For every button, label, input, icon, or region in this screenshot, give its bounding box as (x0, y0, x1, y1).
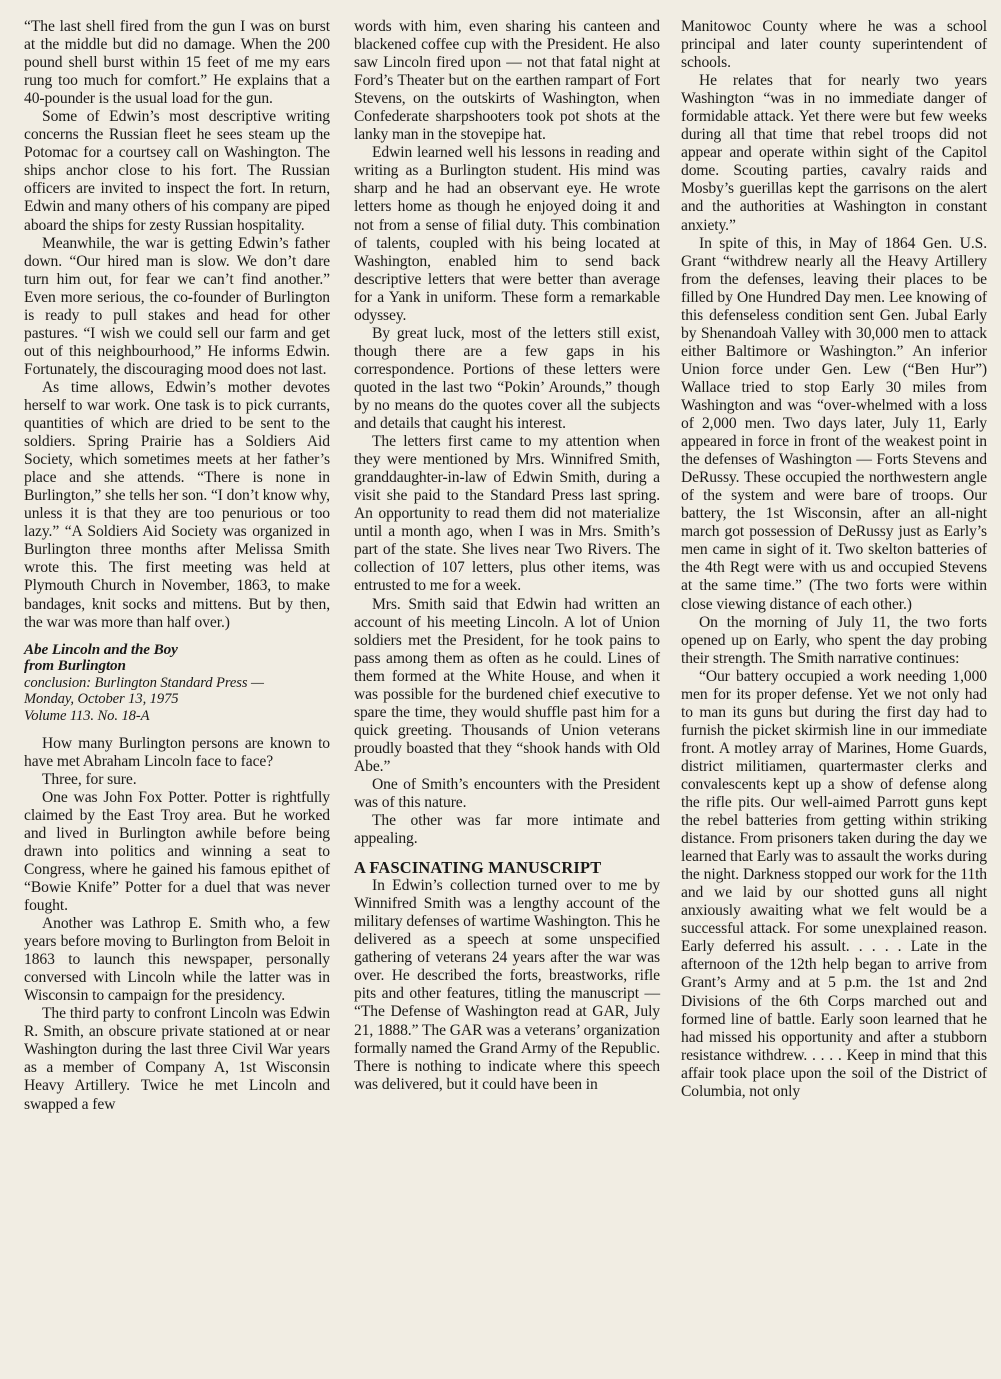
byline-source: conclusion: Burlington Standard Press — (24, 674, 264, 691)
paragraph: One of Smith’s encounters with the President was of this nature. (354, 775, 660, 812)
paragraph: “Our battery occupied a work needing 1,000 men for its proper defense. Yet we not only had to man its guns but during the first day had to furnish the picket skirmish line in our immediate front. A motley array of Marines, Home Guards, district militiamen, quartermaster clerks and convalescents kept up a show of defense along the rifle pits. Our well-aimed Parrott guns kept the rebel batteries from getting within striking distance. From prisoners taken during the day we learned that Early was to assault the works during the night. Darkness stopped our work for the 11th and we laid by our shotted guns all night anxiously awaiting what we felt would be a successful attack. For some unexplained reason. Early deferred his assult. . . . . Late in the afternoon of the 12th help began to arrive from Grant’s Army and at 5 p.m. the 1st and 2nd Divisions of the 6th Corps marched out and formed line of battle. Early soon learned that he had missed his opportunity and after a stubborn resistance withdrew. . . . . Keep in mind that this affair took place upon the soil of the District of Columbia, not only (681, 667, 987, 1100)
paragraph: Three, for sure. (42, 770, 137, 788)
column-right (681, 18, 987, 1101)
paragraph: The letters first came to my attention when they were mentioned by Mrs. Winnifred Smith, granddaughter-in-law of Edwin Smith, during a visit she paid to the Standard Press last spring. An opportunity to read them did not materialize until a month ago, when I was in Mrs. Smith’s part of the state. She lives near Two Rivers. The collection of 107 letters, plus other items, was entrusted to me for a week. (354, 433, 660, 595)
byline-date: Monday, October 13, 1975 (24, 691, 179, 708)
paragraph: “The last shell fired from the gun I was on burst at the middle but did no damage. When the 200 pound shell burst within 15 feet of me my ears rung too much for comfort.” He explains that a 40-pounder is the usual load for the gun. (24, 18, 330, 108)
column-left (24, 18, 330, 1114)
paragraph: Meanwhile, the war is getting Edwin’s father down. “Our hired man is slow. We don’t dare turn him out, for fear we can’t find another.” Even more serious, the co-founder of Burlington is ready to pull stakes and head for other pastures. “I wish we could sell our farm and get out of this neighbourhood,” He informs Edwin. Fortunately, the discouraging mood does not last. (24, 234, 330, 378)
paragraph: Another was Lathrop E. Smith who, a few years before moving to Burlington from Beloit in 1863 to launch this newspaper, personally conversed with Lincoln while the latter was in Wisconsin to campaign for the presidency. (24, 915, 330, 1005)
paragraph: In spite of this, in May of 1864 Gen. U.S. Grant “withdrew nearly all the Heavy Artillery from the defenses, leaving their places to be filled by One Hundred Day men. Lee knowing of this defenseless condition sent Gen. Jubal Early by Shenandoah Valley with 30,000 men to attack either Baltimore or Washington.” An inferior Union force under Gen. Lew (“Ben Hur”) Wallace tried to stop Early 30 miles from Washington and was “over-whelmed with a loss of 2,000 men. Two days later, July 11, Early appeared in force in front of the weakest point in the defenses of Washington — Forts Stevens and DeRussy. These occupied the northwestern angle of the system and were bare of troops. Our battery, the 1st Wisconsin, after an all-night march got possession of DeRussy just as Early’s men came in sight of it. Two skelton batteries of the 4th Regt were with us and occupied Stevens at the same time.” (The two forts were within close viewing distance of each other.) (681, 234, 987, 613)
byline-title: Abe Lincoln and the Boy (24, 640, 178, 658)
paragraph: Some of Edwin’s most descriptive writing concerns the Russian fleet he sees steam up the Potomac for a courtsey call on Washington. The ships anchor close to his fort. The Russian officers are invited to inspect the fort. In return, Edwin and many others of his company are piped aboard the ships for zesty Russian hospitality. (24, 108, 330, 234)
byline-volume: Volume 113. No. 18-A (24, 707, 150, 724)
paragraph: As time allows, Edwin’s mother devotes herself to war work. One task is to pick currants, quantities of which are dried to be sent to the soldiers. Spring Prairie has a Soldiers Aid Society, which sometimes meets at her father’s place and she attends. “There is none in Burlington,” she tells her son. “I don’t know why, unless it is that they are too penurious or too lazy.” “A Soldiers Aid Society was organized in Burlington three months after Melissa Smith wrote this. The first meeting was held at Plymouth Church in November, 1863, to make bandages, knit socks and mittens. But by then, the war was more than half over.) (24, 378, 330, 631)
byline-title: from Burlington (24, 657, 126, 675)
section-subheading: A FASCINATING MANUSCRIPT (354, 858, 602, 878)
paragraph: words with him, even sharing his canteen and blackened coffee cup with the President. He also saw Lincoln fired upon — not that fatal night at Ford’s Theater but on the earthen rampart of Fort Stevens, on the outskirts of Washington, when Confederate sharpshooters took pot shots at the lanky man in the stovepipe hat. (354, 18, 660, 144)
article-byline (24, 642, 330, 725)
paragraph: On the morning of July 11, the two forts opened up on Early, who spent the day probing their strength. The Smith narrative continues: (681, 613, 987, 667)
column-middle (354, 18, 660, 1094)
paragraph: Mrs. Smith said that Edwin had written an account of his meeting Lincoln. A lot of Union soldiers met the President, for he took pains to pass among them as often as he could. Lines of them formed at the White House, and when it was possible for the burdened chief executive to spare the time, they would shuffle past him for a quick greeting. Thousands of Union veterans proudly boasted that they “shook hands with Old Abe.” (354, 595, 660, 775)
paragraph: Manitowoc County where he was a school principal and later county superintendent of schools. (681, 18, 987, 72)
paragraph: One was John Fox Potter. Potter is rightfully claimed by the East Troy area. But he worked and lived in Burlington awhile before being drawn into politics and winning a seat to Congress, where he gained his famous epithet of “Bowie Knife” Potter for a duel that was never fought. (24, 788, 330, 914)
paragraph: In Edwin’s collection turned over to me by Winnifred Smith was a lengthy account of the military defenses of wartime Washington. This he delivered as a speech at some unspecified gathering of veterans 24 years after the war was over. He described the forts, breastworks, rifle pits and other features, titling the manuscript — “The Defense of Washington read at GAR, July 21, 1888.” The GAR was a veterans’ organization formally named the Grand Army of the Republic. There is nothing to indicate where this speech was delivered, but it could have been in (354, 877, 660, 1093)
paragraph: The other was far more intimate and appealing. (354, 812, 660, 848)
paragraph: The third party to confront Lincoln was Edwin R. Smith, an obscure private stationed at or near Washington during the last three Civil War years as a member of Company A, 1st Wisconsin Heavy Artillery. Twice he met Lincoln and swapped a few (24, 1005, 330, 1113)
paragraph: He relates that for nearly two years Washington “was in no immediate danger of formidable attack. Yet there were but few weeks during all that time that rebel troops did not appear and operate within sight of the Capitol dome. Scouting parties, cavalry raids and Mosby’s guerillas kept the garrisons on the alert and the authorities at Washington in constant anxiety.” (681, 72, 987, 234)
paragraph: How many Burlington persons are known to have met Abraham Lincoln face to face? (24, 734, 330, 770)
paragraph: Edwin learned well his lessons in reading and writing as a Burlington student. His mind was sharp and he had an observant eye. He wrote letters home as though he enjoyed doing it and not from a sense of filial duty. This combination of talents, coupled with his being located at Washington, enabled him to send back descriptive letters that were better than average for a Yank in uniform. These form a remarkable odyssey. (354, 144, 660, 324)
paragraph: By great luck, most of the letters still exist, though there are a few gaps in his correspondence. Portions of these letters were quoted in the last two “Pokin’ Arounds,” though by no means do the quotes cover all the subjects and details that caught his interest. (354, 324, 660, 433)
